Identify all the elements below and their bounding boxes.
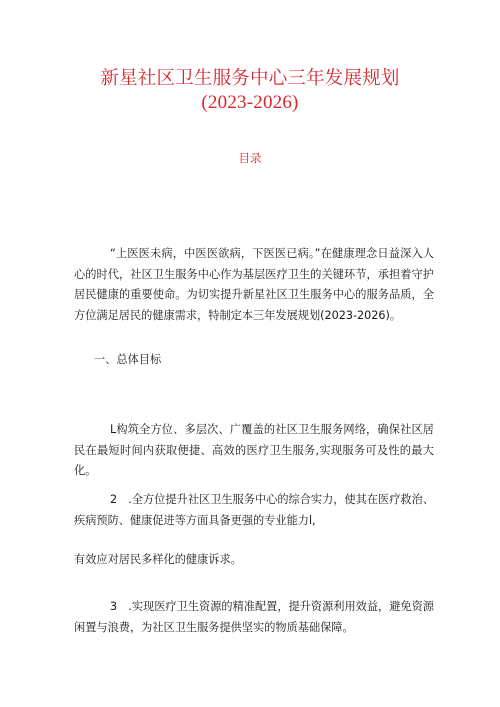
document-years: (2023-2026) [201,92,299,113]
goal-item-2-continuation: 有效应对居民多样化的健康诉求。 [74,553,242,566]
intro-paragraph: “上医医未病，中医医欲病，下医医已病。”在健康理念日益深入人心的时代，社区卫生服务中心作为基层医疗卫生的关键环节，承担着守护居民健康的重要使命。为切实提升新星社区卫生服务中心的服务品质，全方位满足居民的健康需求，特制定本三年发展规划(2023-2026)。 [74,247,434,322]
goal-item-3: 3 .实现医疗卫生资源的精准配置，提升资源利用效益，避免资源闲置与浪费，为社区卫生服务提供坚实的物质基础保障。 [74,600,434,634]
section-heading: 一、总体目标 [94,353,162,366]
goal-item-2: 2 .全方位提升社区卫生服务中心的综合实力，使其在医疗救治、疾病预防、健康促进等方面具备更强的专业能力l, [74,493,434,527]
document-title: 新星社区卫生服务中心三年发展规划 [100,68,400,89]
table-of-contents-label[interactable]: 目录 [238,151,262,165]
goal-item-1: L构筑全方位、多层次、广覆盖的社区卫生服务网络，确保社区居民在最短时间内获取便捷、高效的医疗卫生服务,实现服务可及性的最大化。 [74,423,434,477]
